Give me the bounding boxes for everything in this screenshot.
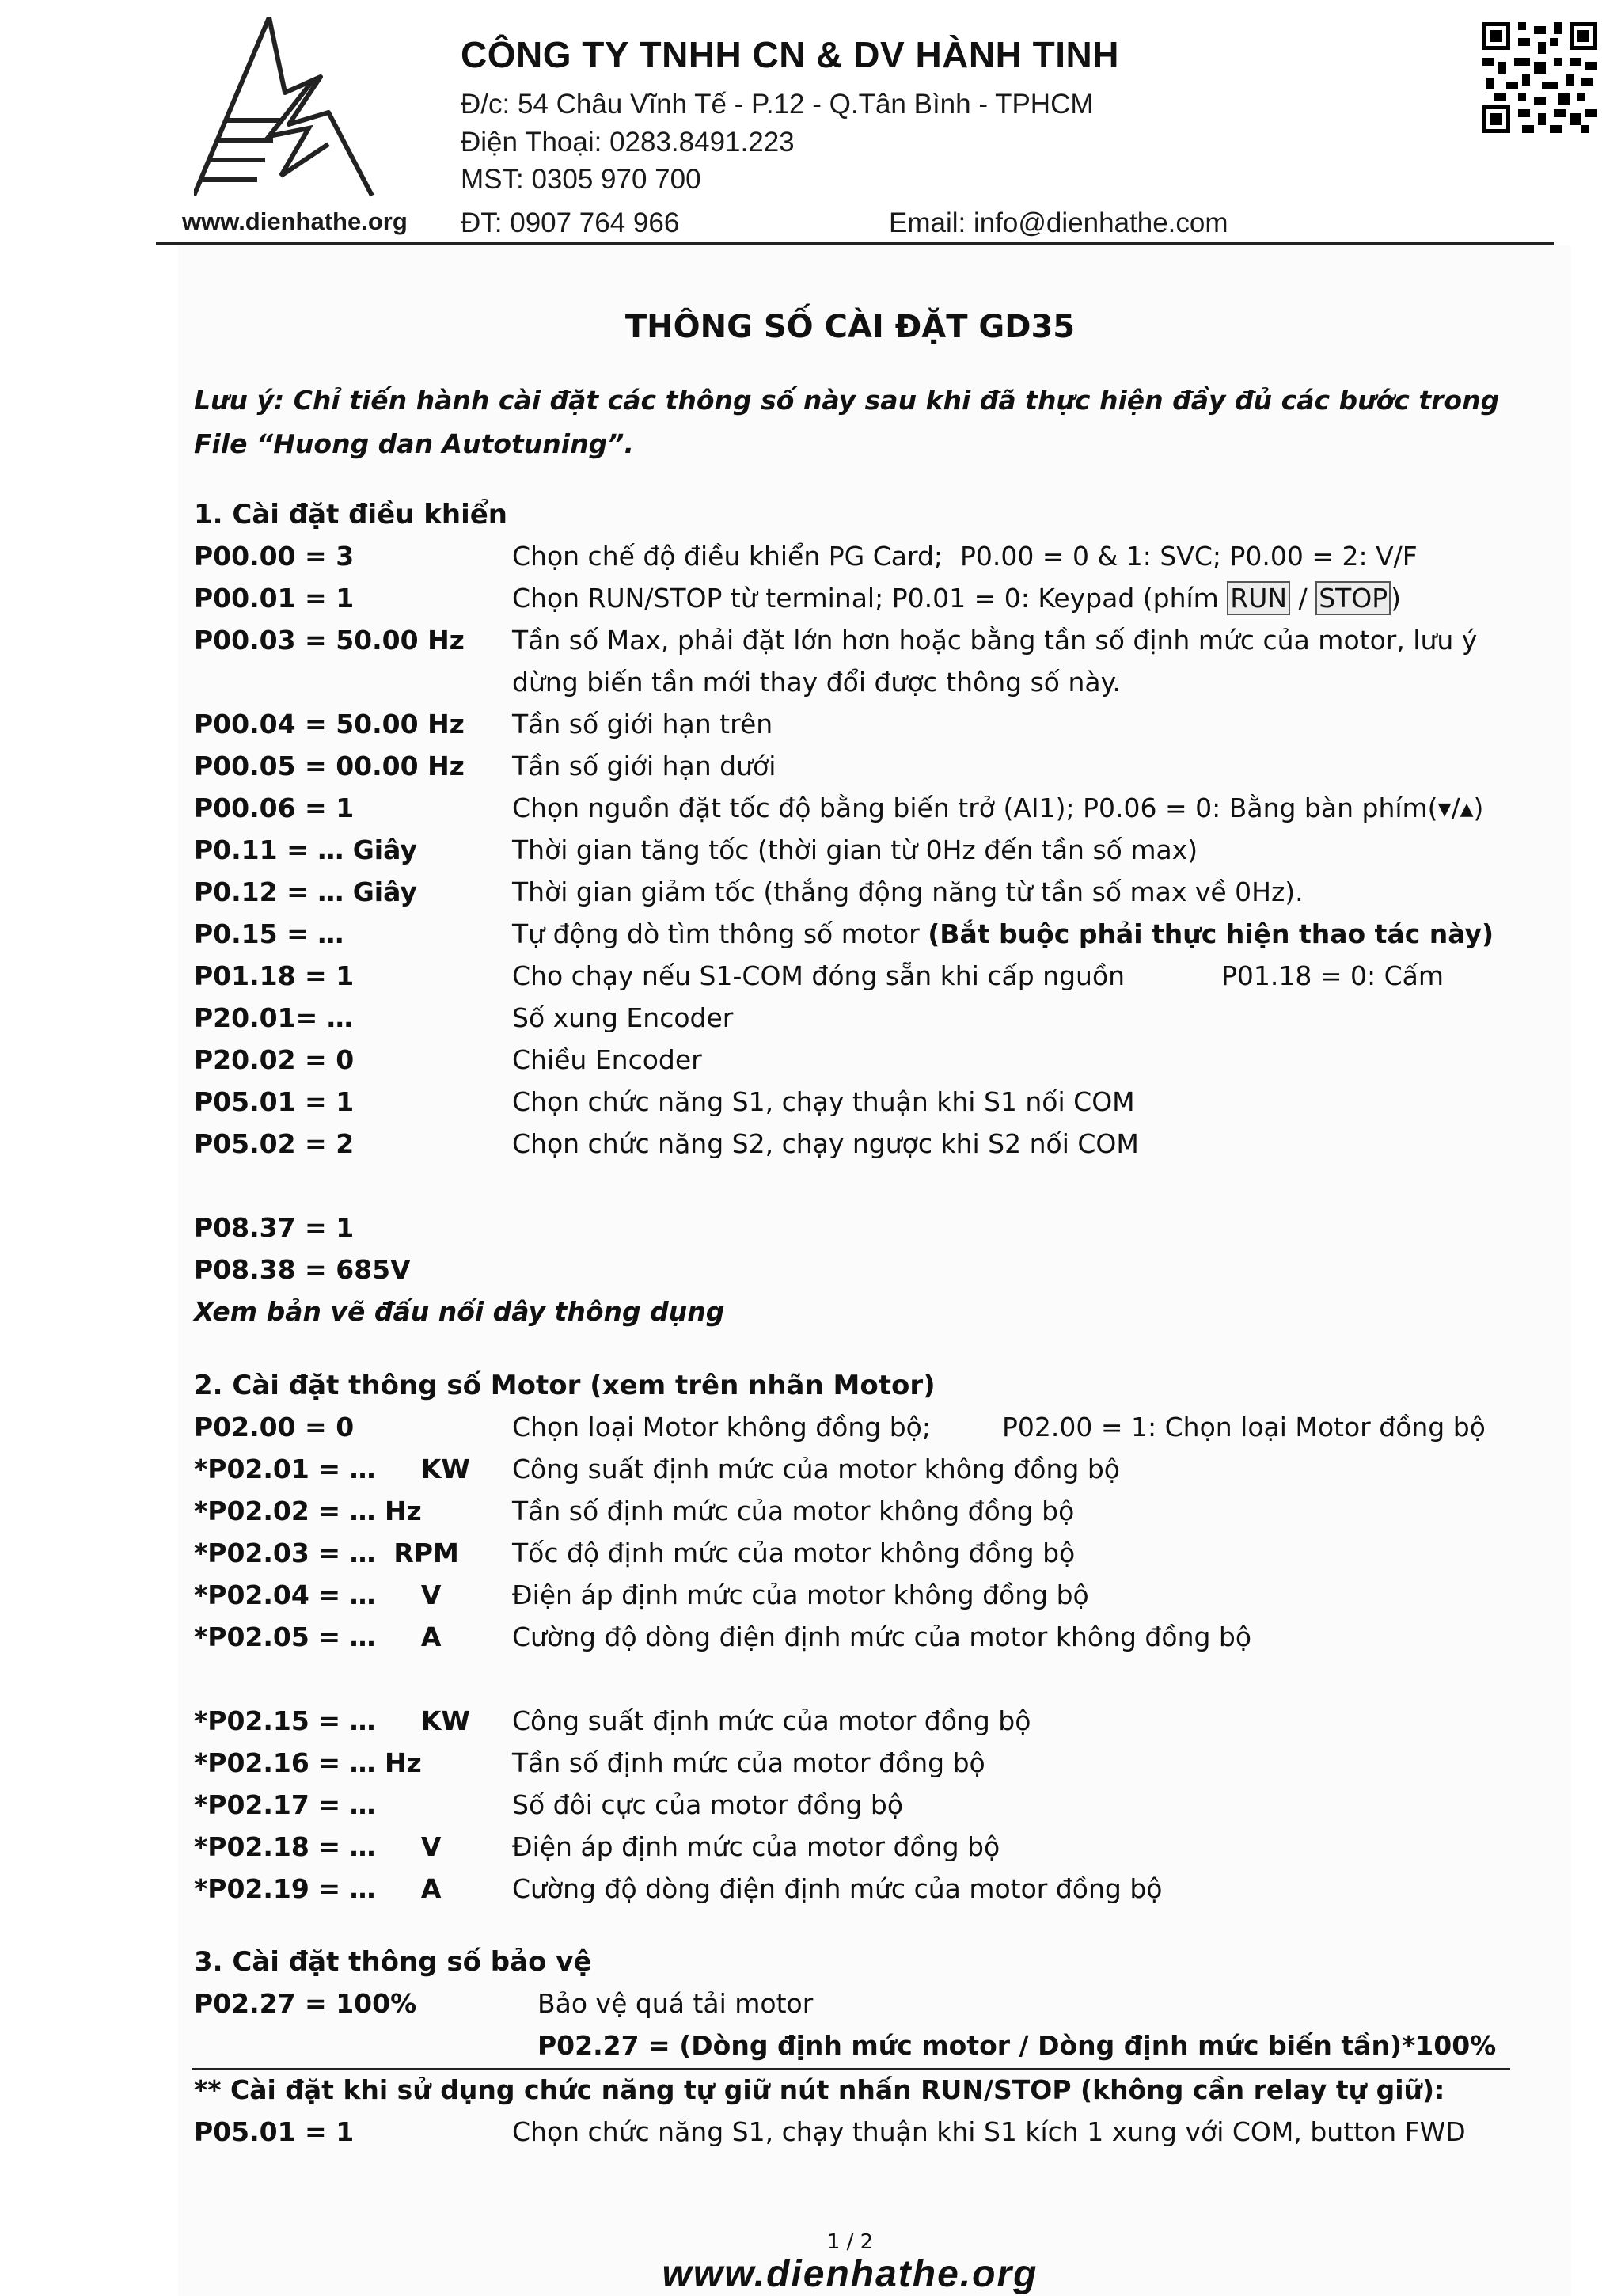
param-description-close: ) [1391, 583, 1402, 614]
run-key-label: RUN [1227, 581, 1290, 615]
param-code: *P02.17 = … [194, 1789, 376, 1820]
param-code: P05.02 = 2 [194, 1128, 355, 1159]
param-description: Tần số giới hạn dưới [512, 751, 776, 781]
param-description-close: ) [1473, 793, 1484, 823]
company-mobile: ĐT: 0907 764 966 [461, 207, 680, 238]
param-description: Tần số giới hạn trên [512, 709, 773, 739]
key-separator: / [1290, 583, 1316, 614]
param-description: Điện áp định mức của motor không đồng bộ [512, 1579, 1089, 1610]
param-code: P00.06 = 1 [194, 793, 355, 823]
param-code: P00.03 = 50.00 Hz [194, 625, 465, 656]
logo-url: www.dienhathe.org [182, 207, 408, 235]
param-description: Bảo vệ quá tải motor [537, 1988, 814, 2019]
arrow-up-icon: ▲ [1460, 800, 1474, 819]
param-code: *P02.05 = … A [194, 1621, 442, 1652]
param-code: P00.01 = 1 [194, 583, 355, 614]
param-description: Tần số Max, phải đặt lớn hơn hoặc bằng tần số định mức của motor, lưu ý dừng biến tần mới thay đổi được thông số này. [512, 625, 1478, 698]
param-code: P08.38 = 685V [194, 1254, 411, 1285]
section-2-heading: 2. Cài đặt thông số Motor (xem trên nhãn Motor) [194, 1370, 936, 1401]
param-code: *P02.15 = … KW [194, 1705, 470, 1736]
company-name: CÔNG TY TNHH CN & DV HÀNH TINH [461, 34, 1119, 75]
param-description-text: Tự động dò tìm thông số motor [512, 918, 928, 949]
param-description [512, 577, 1401, 619]
param-description: Tần số định mức của motor đồng bộ [512, 1747, 985, 1778]
param-code: P20.02 = 0 [194, 1044, 355, 1075]
stop-key-label: STOP [1315, 581, 1391, 615]
param-description: Tốc độ định mức của motor không đồng bộ [512, 1538, 1076, 1568]
param-description: Chọn chức năng S1, chạy thuận khi S1 kích 1 xung với COM, button FWD [512, 2116, 1466, 2147]
page-number: 1 / 2 [826, 2230, 874, 2254]
param-code: *P02.19 = … A [194, 1873, 442, 1904]
param-code: P02.00 = 0 [194, 1412, 355, 1443]
param-description-text: Chọn nguồn đặt tốc độ bằng biến trở (AI1); P0.06 = 0: Bằng bàn phím( [512, 793, 1438, 823]
section-3-heading: 3. Cài đặt thông số bảo vệ [194, 1946, 592, 1978]
param-description: Số đôi cực của motor đồng bộ [512, 1789, 904, 1820]
param-description [512, 913, 1494, 955]
param-code: P05.01 = 1 [194, 2116, 355, 2147]
param-code: *P02.04 = … V [194, 1579, 442, 1610]
qr-code-icon [1482, 22, 1597, 133]
footer-url: www.dienhathe.org [662, 2253, 1038, 2295]
param-description: Thời gian giảm tốc (thắng động năng từ tần số max về 0Hz). [512, 876, 1304, 907]
param-description: Cường độ dòng điện định mức của motor không đồng bộ [512, 1621, 1252, 1652]
param-code: P08.37 = 1 [194, 1212, 355, 1243]
param-extra: P01.18 = 0: Cấm [1221, 960, 1444, 991]
param-description: Chọn chức năng S1, chạy thuận khi S1 nối COM [512, 1086, 1135, 1117]
param-code: *P02.16 = … Hz [194, 1747, 422, 1778]
param-description: Chọn chức năng S2, chạy ngược khi S2 nối COM [512, 1128, 1139, 1159]
param-description: Chiều Encoder [512, 1044, 702, 1075]
param-extra: P02.00 = 1: Chọn loại Motor đồng bộ [1002, 1412, 1486, 1443]
section-1-heading: 1. Cài đặt điều khiển [194, 499, 507, 530]
param-code: P0.12 = … Giây [194, 876, 417, 907]
param-code: *P02.01 = … KW [194, 1454, 470, 1484]
arrow-separator: / [1451, 793, 1460, 823]
document-title: THÔNG SỐ CÀI ĐẶT GD35 [624, 309, 1076, 345]
company-address: Đ/c: 54 Châu Vĩnh Tế - P.12 - Q.Tân Bình - TPHCM [461, 89, 1094, 120]
param-description: Chọn loại Motor không đồng bộ; [512, 1412, 931, 1443]
protection-formula: P02.27 = (Dòng định mức motor / Dòng định mức biến tần)*100% [537, 2030, 1497, 2061]
header-divider [156, 242, 1554, 245]
param-description: Công suất định mức của motor đồng bộ [512, 1705, 1031, 1736]
note-paragraph: Lưu ý: Chỉ tiến hành cài đặt các thông số này sau khi đã thực hiện đầy đủ các bước trong File “Huong dan Autotuning”. [194, 385, 1500, 459]
param-code: P00.05 = 00.00 Hz [194, 751, 465, 781]
param-code: P0.11 = … Giây [194, 834, 417, 865]
company-phone: Điện Thoại: 0283.8491.223 [461, 127, 795, 158]
arrow-down-icon: ▼ [1437, 800, 1452, 819]
param-description: Công suất định mức của motor không đồng bộ [512, 1454, 1120, 1484]
param-description: Điện áp định mức của motor đồng bộ [512, 1831, 1000, 1862]
company-email: Email: info@dienhathe.com [889, 207, 1228, 238]
wiring-note: Xem bản vẽ đấu nối dây thông dụng [194, 1296, 725, 1327]
param-code: P02.27 = 100% [194, 1988, 417, 2019]
param-code: P00.00 = 3 [194, 541, 355, 572]
param-description: Cho chạy nếu S1-COM đóng sẵn khi cấp nguồn [512, 960, 1126, 991]
param-description: Tần số định mức của motor không đồng bộ [512, 1496, 1075, 1526]
param-code: P00.04 = 50.00 Hz [194, 709, 465, 739]
param-code: *P02.02 = … Hz [194, 1496, 422, 1526]
param-code: *P02.18 = … V [194, 1831, 442, 1862]
company-logo-icon [194, 17, 384, 203]
param-code: P20.01= … [194, 1002, 353, 1033]
param-code: P01.18 = 1 [194, 960, 355, 991]
param-description: Số xung Encoder [512, 1002, 734, 1033]
param-description: Thời gian tăng tốc (thời gian từ 0Hz đến tần số max) [512, 834, 1198, 865]
param-code: P05.01 = 1 [194, 1086, 355, 1117]
param-description-text: Chọn RUN/STOP từ terminal; P0.01 = 0: Keypad (phím [512, 583, 1228, 614]
param-extra: P0.00 = 0 & 1: SVC; P0.00 = 2: V/F [960, 541, 1418, 572]
company-tax-id: MST: 0305 970 700 [461, 164, 701, 195]
param-description: Cường độ dòng điện định mức của motor đồng bộ [512, 1873, 1163, 1904]
param-code: P0.15 = … [194, 918, 344, 949]
param-description: Chọn chế độ điều khiển PG Card; [512, 541, 943, 572]
param-code: *P02.03 = … RPM [194, 1538, 459, 1568]
extra-section-heading: ** Cài đặt khi sử dụng chức năng tự giữ nút nhấn RUN/STOP (không cần relay tự giữ): [194, 2074, 1445, 2105]
param-description [512, 787, 1483, 831]
param-emphasis: (Bắt buộc phải thực hiện thao tác này) [928, 918, 1494, 949]
section-divider [192, 2068, 1510, 2070]
